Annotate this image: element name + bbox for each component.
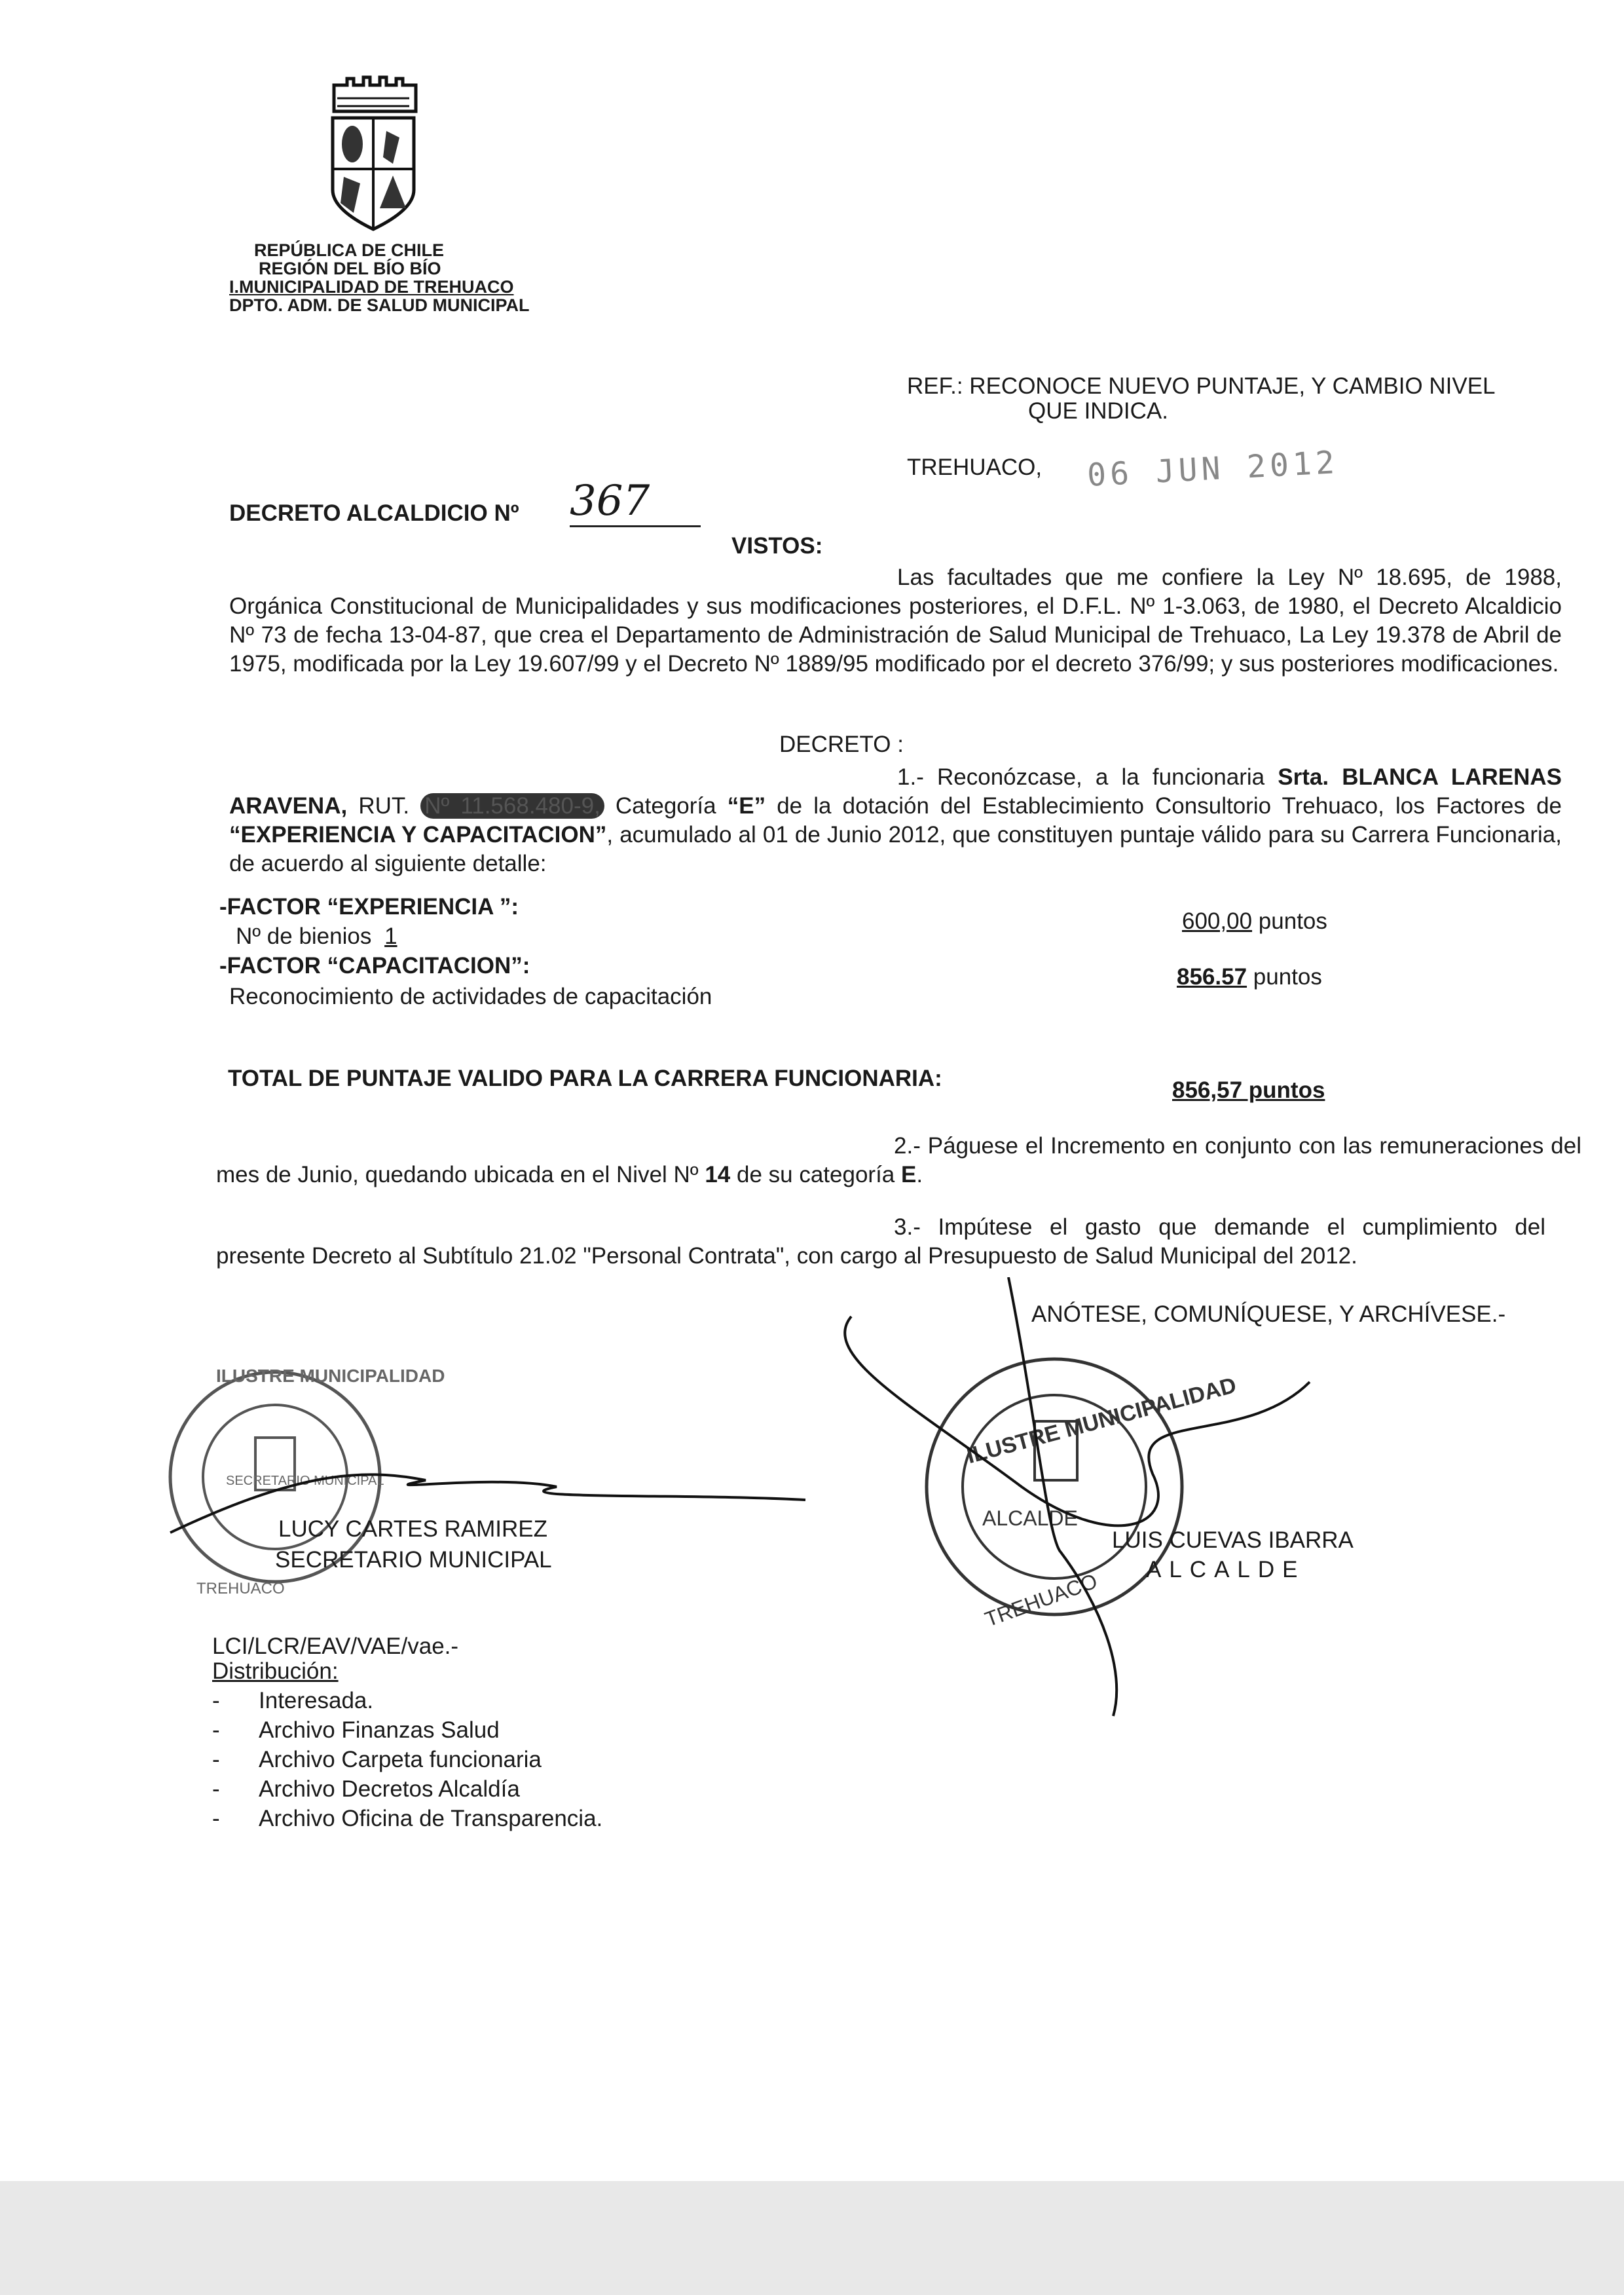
factor-experience-detail: [236, 922, 404, 951]
secretary-title: SECRETARIO MUNICIPAL: [275, 1547, 552, 1573]
detail-label: Nº de bienios: [236, 924, 372, 949]
distribution-item: - Archivo Carpeta funcionaria: [212, 1745, 220, 1774]
art2-text: .: [916, 1162, 923, 1187]
municipal-crest-logo: [321, 72, 426, 236]
art1-text: , acumulado al 01 de Junio 2012, que constituyen puntaje válido para su Carrera Funcionaria, de acuerdo al siguiente detalle:: [229, 822, 1562, 876]
mayor-title: ALCALDE: [1146, 1557, 1306, 1582]
factor-experience-points: [1156, 907, 1327, 936]
distribution-item-text: Archivo Carpeta funcionaria: [259, 1747, 542, 1772]
factor-experience-title: -FACTOR “EXPERIENCIA ”:: [219, 894, 519, 920]
mayor-seal-bottom: TREHUACO: [982, 1569, 1101, 1632]
article-1-paragraph: [229, 763, 1562, 878]
mayor-signature: [786, 1277, 1375, 1723]
category: “E”: [727, 793, 766, 819]
header-municipality: I.MUNICIPALIDAD DE TREHUACO: [229, 277, 514, 297]
header-republic: REPÚBLICA DE CHILE: [254, 240, 445, 260]
redacted-rut: Nº 11.568.480-9,: [420, 793, 604, 819]
date-stamp: 06 JUN 2012: [1086, 443, 1340, 494]
art1-text: de la dotación del Establecimiento Consultorio Trehuaco, los Factores de: [766, 793, 1562, 819]
closing-formula: ANÓTESE, COMUNÍQUESE, Y ARCHÍVESE.-: [1031, 1301, 1506, 1327]
distribution-label: Distribución:: [212, 1658, 339, 1684]
art2-text: de su categoría: [730, 1162, 901, 1187]
ref-line-1: REF.: RECONOCE NUEVO PUNTAJE, Y CAMBIO NIVEL: [907, 373, 1496, 399]
distribution-item-text: Archivo Decretos Alcaldía: [259, 1776, 520, 1802]
mayor-name: LUIS CUEVAS IBARRA: [1112, 1527, 1354, 1553]
distribution-item-text: Archivo Finanzas Salud: [259, 1717, 500, 1743]
level-value: 14: [705, 1162, 731, 1187]
decree-number-handwritten: 367: [570, 477, 701, 527]
scan-border: [0, 2181, 1624, 2295]
distribution-item: - Archivo Finanzas Salud: [212, 1716, 220, 1745]
points-unit: puntos: [1258, 908, 1327, 934]
ref-line-2: QUE INDICA.: [1028, 398, 1168, 424]
secretary-seal-mid: SECRETARIO MUNICIPAL: [226, 1474, 384, 1488]
art1-text: 1.- Reconózcase, a la funcionaria: [897, 764, 1278, 790]
points-unit: puntos: [1253, 964, 1322, 990]
place: TREHUACO,: [907, 455, 1043, 480]
employee-name: Srta. BLANCA LARENAS ARAVENA,: [229, 764, 1562, 819]
secretary-name: LUCY CARTES RAMIREZ: [278, 1516, 548, 1542]
points-value: 856.57: [1177, 964, 1247, 990]
art2-text: 2.- Páguese el Incremento en conjunto con las remuneraciones del mes de Junio, quedando ubicada en el Nivel Nº: [216, 1133, 1581, 1187]
header-region: REGIÓN DEL BÍO BÍO: [259, 259, 441, 278]
points-value: 600,00: [1182, 908, 1253, 934]
secretary-seal-bottom: TREHUACO: [196, 1580, 285, 1597]
total-label: TOTAL DE PUNTAJE VALIDO PARA LA CARRERA FUNCIONARIA:: [228, 1066, 942, 1091]
factor-training-detail: Reconocimiento de actividades de capacitación: [229, 984, 712, 1009]
distribution-item-text: Interesada.: [259, 1688, 374, 1713]
vistos-heading: VISTOS:: [731, 533, 823, 559]
mayor-seal-text: ILUSTRE MUNICIPALIDAD: [964, 1372, 1240, 1469]
distribution-item: - Interesada.: [212, 1687, 220, 1715]
secretary-seal-text: ILUSTRE MUNICIPALIDAD: [216, 1366, 445, 1386]
category: E: [901, 1162, 917, 1187]
article-3-paragraph: 3.- Impútese el gasto que demande el cumplimiento del presente Decreto al Subtítulo 21.02 "Personal Contrata", con cargo al Presupuesto de Salud Municipal del 2012.: [216, 1214, 1545, 1269]
distribution-item: - Archivo Decretos Alcaldía: [212, 1775, 220, 1804]
art1-text: RUT.: [347, 793, 421, 819]
art1-text: Categoría: [604, 793, 728, 819]
factor-training-title: -FACTOR “CAPACITACION”:: [219, 953, 530, 979]
mayor-seal-mid: ALCALDE: [982, 1506, 1078, 1530]
header-department: DPTO. ADM. DE SALUD MUNICIPAL: [229, 295, 530, 315]
factor-training-points: [1162, 963, 1322, 992]
distribution-item: - Archivo Oficina de Transparencia.: [212, 1804, 220, 1833]
initials: LCI/LCR/EAV/VAE/vae.-: [212, 1633, 459, 1659]
decree-label: DECRETO ALCALDICIO Nº: [229, 500, 519, 526]
distribution-item-text: Archivo Oficina de Transparencia.: [259, 1806, 603, 1831]
decreto-heading: DECRETO :: [779, 732, 904, 757]
total-value: 856,57 puntos: [1172, 1077, 1325, 1103]
bienios-value: 1: [384, 924, 397, 949]
article-2-paragraph: [216, 1132, 1581, 1189]
factors-name: “EXPERIENCIA Y CAPACITACION”: [229, 822, 607, 848]
vistos-paragraph: Las facultades que me confiere la Ley Nº 18.695, de 1988, Orgánica Constitucional de Municipalidades y sus modificaciones posteriores, el D.F.L. Nº 1-3.063, de 1980, el Decreto Alcaldicio Nº 73 de fecha 13-04-87, que crea el Departamento de Administración de Salud Municipal de Trehuaco, La Ley 19.378 de Abril de 1975, modificada por la Ley 19.607/99 y el Decreto Nº 1889/95 modificado por el decreto 376/99; y sus posteriores modificaciones.: [229, 565, 1562, 677]
